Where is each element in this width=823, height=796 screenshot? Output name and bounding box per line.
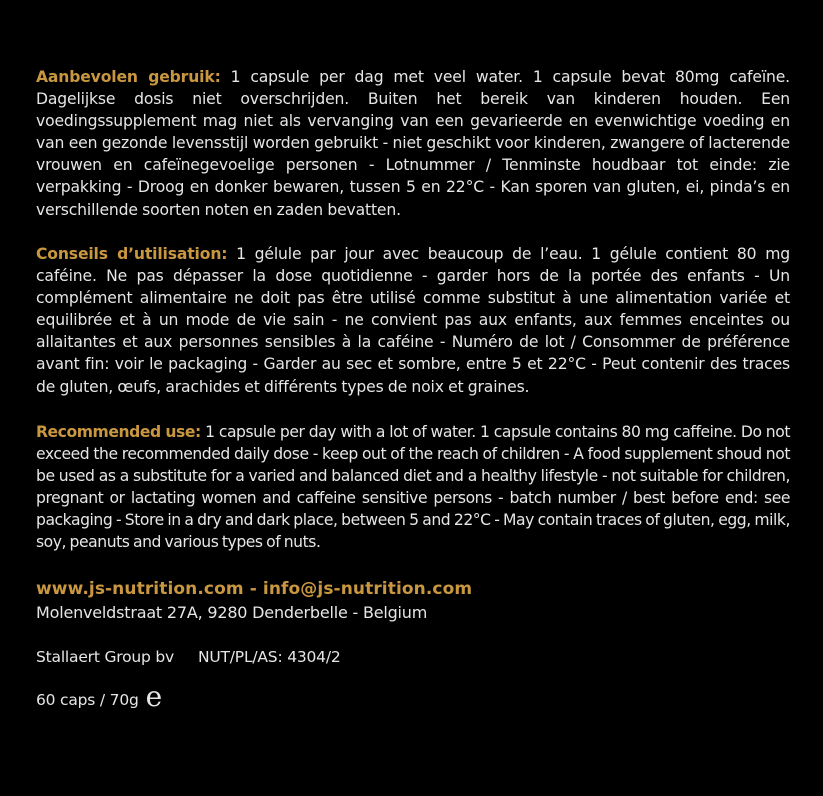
- company-name: Stallaert Group bv: [36, 648, 174, 666]
- section-text: 1 gélule par jour avec beaucoup de l’eau. 1 gélule contient 80 mg caféine. Ne pas dépasser la dose quotidienne - garder hors de la portée des enfants - Un complément alimentaire ne doit pas être utilisé comme substitut à une alimentation variée et equilibrée et à un mode de vie sain - ne convient pas aux enfants, aux femmes enceintes ou allaitantes et aux personnes sensibles à la caféine - Numéro de lot / Consommer de préférence avant fin: voir le packaging - Garder au sec et sombre, entre 5 et 22°C - Peut contenir des traces de gluten, œufs, arachides et différents types de noix et graines.: [36, 245, 790, 396]
- contact-line: www.js-nutrition.com - info@js-nutrition.com: [36, 579, 473, 599]
- company-address: Molenveldstraat 27A, 9280 Denderbelle - Belgium: [36, 603, 428, 622]
- quantity-info: [36, 680, 162, 713]
- section-label: Recommended use:: [36, 423, 201, 441]
- section-text: 1 capsule per day with a lot of water. 1 capsule contains 80 mg caffeine. Do not exceed the recommended daily dose - keep out of the reach of children - A food supplement shoud not be used as a substitute for a varied and balanced diet and a healthy lifestyle - not suitable for children, pregnant or lactating women and caffeine sensitive persons - batch number / best before end: see packaging - Store in a dry and dark place, between 5 and 22°C - May contain traces of gluten, egg, milk, soy, peanuts and various types of nuts.: [36, 423, 790, 552]
- section-label: Conseils d’utilisation:: [36, 245, 228, 263]
- section-label: Aanbevolen gebruik:: [36, 68, 221, 86]
- net-quantity: 60 caps / 70g: [36, 691, 139, 709]
- registration-number: NUT/PL/AS: 4304/2: [197, 648, 341, 666]
- french-usage-paragraph: [36, 243, 790, 398]
- company-info: [36, 648, 341, 666]
- english-usage-paragraph: [36, 421, 790, 554]
- estimated-sign-icon: e: [145, 680, 162, 713]
- dutch-usage-paragraph: [36, 66, 790, 221]
- section-text: 1 capsule per dag met veel water. 1 capsule bevat 80mg cafeïne. Dagelijkse dosis niet overschrijden. Buiten het bereik van kinderen houden. Een voedingssupplement mag niet als vervanging van een gevarieerde en evenwichtige voeding en van een gezonde levensstijl worden gebruikt - niet geschikt voor kinderen, zwangere of lacterende vrouwen en cafeïnegevoelige personen - Lotnummer / Tenminste houdbaar tot einde: zie verpakking - Droog en donker bewaren, tussen 5 en 22°C - Kan sporen van gluten, ei, pinda’s en verschillende soorten noten en zaden bevatten.: [36, 68, 790, 219]
